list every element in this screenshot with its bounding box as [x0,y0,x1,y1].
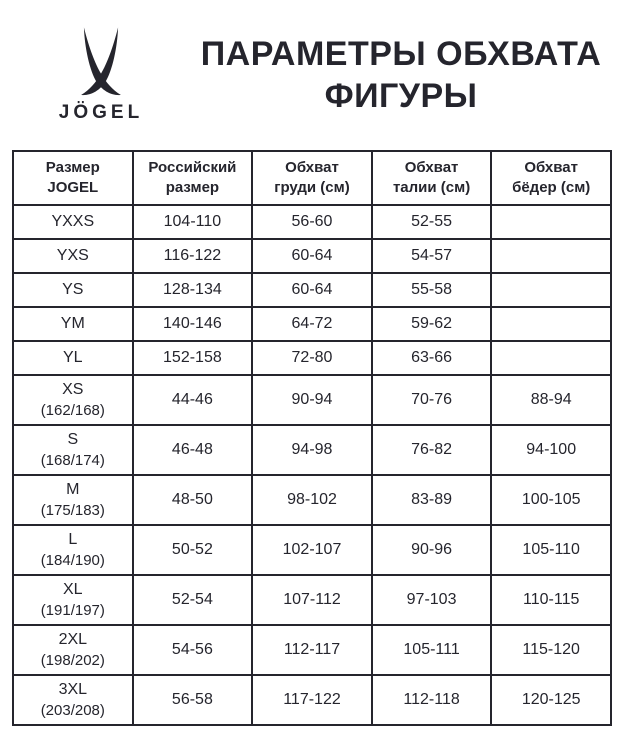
table-row-ym [13,307,611,341]
cell-size [13,525,133,575]
cell-waist: 90-96 [372,525,492,575]
cell-russian-size: 56-58 [133,675,253,725]
cell-waist: 54-57 [372,239,492,273]
height-range-label: (198/202) [40,651,105,669]
cell-russian-size: 44-46 [133,375,253,425]
size-label: 2XL [58,630,88,648]
col-header-waist [372,151,492,205]
col-header-line: Размер [45,158,100,176]
table-row-yxs [13,239,611,273]
cell-russian-size: 48-50 [133,475,253,525]
height-range-label: (168/174) [40,451,105,469]
size-label: L [68,530,78,548]
cell-russian-size: 46-48 [133,425,253,475]
cell-chest: 107-112 [252,575,372,625]
height-range-label: (203/208) [40,701,105,719]
col-header-line: груди (см) [274,179,350,196]
cell-chest: 117-122 [252,675,372,725]
header [12,16,612,134]
page-title-line1: ПАРАМЕТРЫ ОБХВАТА [200,35,602,73]
cell-waist: 59-62 [372,307,492,341]
size-label: YL [63,348,83,366]
height-range-label: (184/190) [40,551,105,569]
cell-hips [491,307,611,341]
size-label: M [66,480,80,498]
cell-size [13,675,133,725]
cell-chest: 60-64 [252,273,372,307]
col-header-line: Российский [148,158,237,176]
table-row-xl [13,575,611,625]
col-header-jogel-size [13,151,133,205]
table-row-yl [13,341,611,375]
cell-waist: 52-55 [372,205,492,239]
cell-russian-size: 50-52 [133,525,253,575]
cell-hips: 110-115 [491,575,611,625]
cell-hips: 115-120 [491,625,611,675]
height-range-label: (175/183) [40,501,105,519]
cell-russian-size: 54-56 [133,625,253,675]
cell-size [13,575,133,625]
cell-hips: 120-125 [491,675,611,725]
cell-waist: 105-111 [372,625,492,675]
table-row-3xl [13,675,611,725]
brand-wordmark: JÖGEL [58,102,144,123]
cell-chest: 102-107 [252,525,372,575]
size-label: S [67,430,79,448]
cell-russian-size: 128-134 [133,273,253,307]
cell-hips: 100-105 [491,475,611,525]
cell-chest: 94-98 [252,425,372,475]
cell-russian-size: 104-110 [133,205,253,239]
size-label: YS [62,280,84,298]
size-label: YM [60,314,85,332]
height-range-label: (162/168) [40,401,105,419]
cell-chest: 90-94 [252,375,372,425]
page-title [190,33,612,117]
size-label: XS [62,380,84,398]
size-label: XL [63,580,83,598]
col-header-line: размер [165,179,220,196]
cell-chest: 98-102 [252,475,372,525]
table-header-row [13,151,611,205]
col-header-line: бёдер (см) [512,179,591,196]
col-header-russian-size [133,151,253,205]
cell-waist: 55-58 [372,273,492,307]
table-row-ys [13,273,611,307]
cell-hips [491,239,611,273]
cell-hips: 94-100 [491,425,611,475]
cell-russian-size: 152-158 [133,341,253,375]
cell-size [13,239,133,273]
table-row-l [13,525,611,575]
cell-russian-size: 116-122 [133,239,253,273]
height-range-label: (191/197) [40,601,105,619]
col-header-line: Обхват [404,158,459,176]
table-row-2xl [13,625,611,675]
cell-hips [491,205,611,239]
col-header-chest [252,151,372,205]
col-header-line: талии (см) [392,179,471,196]
cell-size [13,425,133,475]
cell-chest: 56-60 [252,205,372,239]
table-row-yxxs [13,205,611,239]
size-label: YXXS [51,212,95,230]
jogel-horns-icon [64,26,138,100]
cell-size [13,375,133,425]
cell-chest: 112-117 [252,625,372,675]
cell-hips [491,273,611,307]
brand-logo [12,26,190,124]
cell-waist: 112-118 [372,675,492,725]
col-header-line: Обхват [524,158,578,176]
cell-chest: 64-72 [252,307,372,341]
cell-russian-size: 140-146 [133,307,253,341]
cell-chest: 72-80 [252,341,372,375]
cell-waist: 97-103 [372,575,492,625]
cell-waist: 70-76 [372,375,492,425]
cell-size [13,341,133,375]
size-label: 3XL [58,680,88,698]
col-header-line: JOGEL [47,179,99,196]
cell-hips [491,341,611,375]
table-row-xs [13,375,611,425]
size-label: YXS [56,246,89,264]
size-table [12,150,612,726]
col-header-line: Обхват [285,158,339,176]
cell-waist: 83-89 [372,475,492,525]
cell-russian-size: 52-54 [133,575,253,625]
page-title-line2: ФИГУРЫ [324,77,478,115]
cell-size [13,475,133,525]
table-row-m [13,475,611,525]
cell-size [13,625,133,675]
cell-waist: 76-82 [372,425,492,475]
cell-hips: 105-110 [491,525,611,575]
cell-waist: 63-66 [372,341,492,375]
cell-size [13,205,133,239]
col-header-hips [491,151,611,205]
cell-hips: 88-94 [491,375,611,425]
cell-size [13,273,133,307]
cell-size [13,307,133,341]
table-row-s [13,425,611,475]
cell-chest: 60-64 [252,239,372,273]
